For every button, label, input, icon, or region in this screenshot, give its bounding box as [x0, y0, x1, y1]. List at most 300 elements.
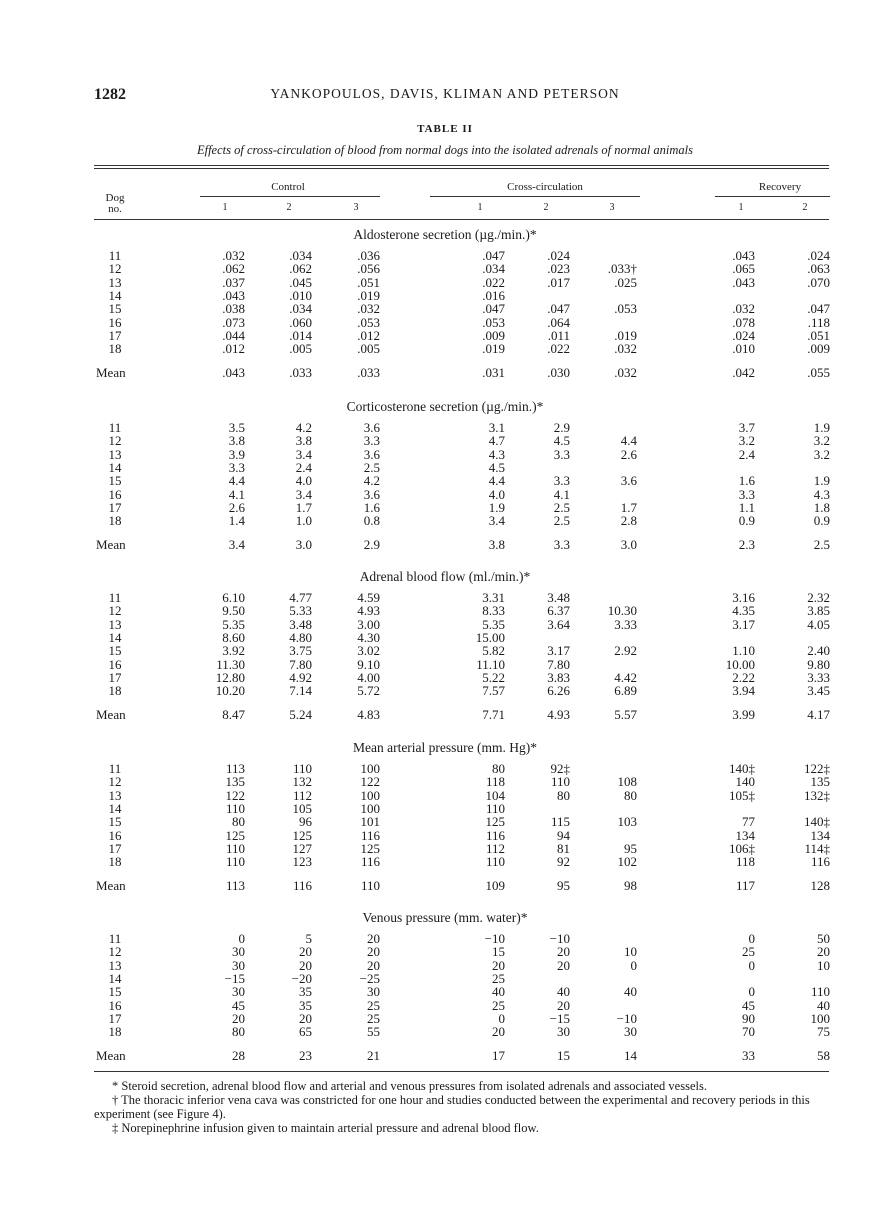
table-cell: .078	[732, 314, 755, 330]
dog-number: 17	[108, 327, 122, 343]
dog-number: 18	[108, 1024, 122, 1040]
table-cell: 0	[238, 931, 245, 946]
table-cell: 20	[492, 957, 505, 973]
table-cell: 1.7	[295, 499, 312, 515]
table-cell: 81	[557, 840, 570, 856]
table-cell: 8.33	[482, 603, 505, 619]
table-cell: 4.4	[228, 473, 245, 489]
table-cell: 4.42	[614, 669, 637, 685]
table-cell: 118	[735, 854, 755, 870]
table-cell: 110	[292, 761, 312, 776]
table-cell: 110	[225, 840, 245, 856]
table-cell: 15.00	[475, 629, 505, 645]
table-cell: 45	[232, 997, 245, 1013]
table-cell: 9.80	[807, 656, 830, 672]
table-cell: 4.7	[488, 433, 505, 449]
mean-cell: 113	[225, 878, 245, 894]
table-cell: 3.3	[553, 446, 570, 462]
dog-number: 18	[108, 341, 122, 357]
table-cell: 6.10	[222, 590, 245, 605]
table-cell: .011	[547, 327, 570, 343]
mean-label: Mean	[96, 537, 126, 553]
table-cell: 122‡	[804, 761, 830, 776]
table-cell: 30	[232, 957, 245, 973]
table-cell: 7.80	[289, 656, 312, 672]
subcolumn-header: 2	[802, 202, 808, 213]
table-cell: 1.7	[620, 499, 637, 515]
table-cell: .064	[547, 314, 570, 330]
table-cell: 3.2	[813, 446, 830, 462]
table-cell: 6.89	[614, 683, 637, 699]
table-cell: 132‡	[804, 787, 830, 803]
mean-cell: 28	[232, 1048, 245, 1064]
table-cell: 0	[748, 957, 755, 973]
table-cell: 65	[299, 1024, 312, 1040]
mean-cell: .033	[357, 365, 380, 381]
table-cell: 3.8	[295, 433, 312, 449]
table-cell: .060	[289, 314, 312, 330]
dog-number: 17	[108, 1010, 122, 1026]
table-cell: 112	[485, 840, 505, 856]
table-cell: 100	[360, 800, 380, 816]
table-cell: 30	[232, 984, 245, 1000]
table-cell: .019	[614, 327, 637, 343]
table-cell: 118	[485, 774, 505, 790]
table-cell: 125	[225, 827, 245, 843]
table-cell: 105‡	[729, 787, 755, 803]
table-cell: .045	[289, 274, 312, 290]
dog-number: 12	[108, 774, 122, 790]
group-recovery: Recovery	[758, 181, 802, 193]
table-cell: 134	[735, 827, 755, 843]
mean-cell: 8.47	[222, 707, 245, 723]
table-cell: .062	[222, 261, 245, 277]
table-cell: 4.77	[289, 590, 312, 605]
mean-cell: 4.93	[547, 707, 570, 723]
dog-number: 17	[108, 499, 122, 515]
table-cell: 90	[742, 1010, 755, 1026]
table-cell: 20	[492, 1024, 505, 1040]
table-cell: .047	[547, 301, 570, 317]
table-cell: 3.17	[732, 616, 755, 632]
dog-number: 11	[108, 761, 122, 776]
table-cell: 5.82	[482, 643, 505, 659]
table-cell: 4.0	[488, 486, 505, 502]
table-cell: .010	[289, 287, 312, 303]
table-cell: 35	[299, 984, 312, 1000]
subcolumn-header: 3	[353, 202, 359, 213]
mean-cell: 98	[624, 878, 637, 894]
table-cell: 140‡	[729, 761, 755, 776]
table-cell: 0	[498, 1010, 505, 1026]
table-cell: 10.30	[607, 603, 637, 619]
table-cell: 20	[299, 957, 312, 973]
table-cell: 1.10	[732, 643, 755, 659]
table-cell: 11.10	[476, 656, 505, 672]
dog-number: 11	[108, 590, 122, 605]
table-cell: .036	[357, 248, 380, 263]
table-cell: 25	[492, 970, 505, 986]
mean-cell: 17	[492, 1048, 505, 1064]
table-cell: 103	[617, 814, 637, 830]
running-head: YANKOPOULOS, DAVIS, KLIMAN AND PETERSON	[270, 86, 620, 101]
table-cell: −10	[549, 931, 570, 946]
table-cell: 3.16	[732, 590, 755, 605]
table-cell: 80	[232, 814, 245, 830]
table-cell: .034	[289, 301, 312, 317]
table-cell: 3.5	[228, 420, 245, 435]
table-cell: .032	[357, 301, 380, 317]
table-cell: 3.3	[363, 433, 380, 449]
table-cell: 3.1	[488, 420, 505, 435]
table-cell: .012	[222, 341, 245, 357]
dog-number: 15	[108, 814, 122, 830]
table-cell: 4.05	[807, 616, 830, 632]
table-cell: 100	[360, 761, 380, 776]
table-cell: 5.35	[482, 616, 505, 632]
table-cell: 3.64	[547, 616, 570, 632]
table-cell: 3.48	[289, 616, 312, 632]
table-cell: .047	[807, 301, 830, 317]
table-cell: 3.33	[614, 616, 637, 632]
table-caption: Effects of cross-circulation of blood from normal dogs into the isolated adrenals of normal animals	[196, 143, 694, 157]
table-cell: 106‡	[729, 840, 755, 856]
table-cell: 0.9	[813, 513, 830, 529]
table-cell: .070	[807, 274, 830, 290]
table-cell: .047	[482, 301, 505, 317]
mean-cell: .043	[222, 365, 245, 381]
table-cell: .024	[547, 248, 570, 263]
table-cell: 3.75	[289, 643, 312, 659]
table-cell: 132	[292, 774, 312, 790]
table-cell: 105	[292, 800, 312, 816]
section-title: Mean arterial pressure (mm. Hg)*	[352, 740, 538, 755]
section-title: Adrenal blood flow (ml./min.)*	[359, 569, 531, 584]
table-cell: 2.5	[363, 459, 380, 475]
table-cell: 116	[810, 854, 830, 870]
table-cell: 2.8	[620, 513, 637, 529]
mean-cell: 2.3	[738, 537, 755, 553]
mean-cell: 95	[557, 878, 570, 894]
table-cell: 70	[742, 1024, 755, 1040]
table-cell: 4.1	[553, 486, 570, 502]
table-cell: 30	[232, 944, 245, 960]
table-cell: .038	[222, 301, 245, 317]
table-cell: 140	[735, 774, 755, 790]
table-cell: .019	[482, 341, 505, 357]
table-cell: .022	[482, 274, 505, 290]
table-cell: 7.80	[547, 656, 570, 672]
dog-number: 14	[108, 800, 122, 816]
table-cell: 2.6	[228, 499, 245, 515]
table-top-rule	[94, 165, 829, 166]
table-cell: 10	[817, 957, 830, 973]
table-cell: .043	[222, 287, 245, 303]
dog-number: 12	[108, 433, 122, 449]
section-title: Corticosterone secretion (µg./min.)*	[346, 399, 544, 414]
table-cell: 80	[557, 787, 570, 803]
dog-number: 16	[108, 827, 122, 843]
mean-cell: 2.9	[363, 537, 380, 553]
dog-number: 17	[108, 840, 122, 856]
table-cell: .044	[222, 327, 245, 343]
table-cell: 3.7	[738, 420, 755, 435]
table-cell: 1.6	[738, 473, 755, 489]
dog-number: 15	[108, 643, 122, 659]
table-cell: 9.50	[222, 603, 245, 619]
table-cell: 3.3	[738, 486, 755, 502]
table-cell: 95	[624, 840, 637, 856]
table-cell: 4.59	[357, 590, 380, 605]
table-cell: 4.3	[488, 446, 505, 462]
table-cell: 104	[485, 787, 505, 803]
table-cell: 20	[367, 944, 380, 960]
table-cell: 96	[299, 814, 312, 830]
table-cell: .043	[732, 274, 755, 290]
subcolumn-header: 3	[609, 202, 615, 213]
table-cell: 0	[748, 984, 755, 1000]
cross-span-rule	[430, 196, 640, 197]
table-cell: .016	[482, 287, 505, 303]
section-title: Venous pressure (mm. water)*	[362, 910, 528, 925]
table-cell: 127	[292, 840, 312, 856]
table-cell: 2.4	[295, 459, 312, 475]
table-cell: 30	[367, 984, 380, 1000]
table-cell: 25	[492, 997, 505, 1013]
table-cell: 3.48	[547, 590, 570, 605]
table-cell: 3.4	[488, 513, 505, 529]
table-top-rule-2	[94, 168, 829, 169]
dog-number: 15	[108, 984, 122, 1000]
mean-cell: .042	[732, 365, 755, 381]
table-cell: 20	[817, 944, 830, 960]
table-cell: 3.45	[807, 683, 830, 699]
table-cell: 140‡	[804, 814, 830, 830]
table-cell: 3.2	[738, 433, 755, 449]
table-cell: 80	[624, 787, 637, 803]
mean-cell: 116	[292, 878, 312, 894]
table-cell: 10	[624, 944, 637, 960]
table-cell: .032	[614, 341, 637, 357]
table-cell: −10	[616, 1010, 637, 1026]
mean-cell: 21	[367, 1048, 380, 1064]
mean-cell: 58	[817, 1048, 830, 1064]
table-cell: 10.00	[725, 656, 755, 672]
table-cell: 3.3	[228, 459, 245, 475]
header-bottom-rule	[94, 219, 829, 220]
table-cell: 2.5	[553, 513, 570, 529]
table-cell: 20	[232, 1010, 245, 1026]
dog-number: 15	[108, 473, 122, 489]
table-cell: 116	[485, 827, 505, 843]
table-cell: 125	[292, 827, 312, 843]
dog-number: 15	[108, 301, 122, 317]
table-cell: 1.8	[813, 499, 830, 515]
table-cell: 122	[225, 787, 245, 803]
table-cell: 40	[624, 984, 637, 1000]
table-cell: .012	[357, 327, 380, 343]
table-cell: 11.30	[216, 656, 245, 672]
table-cell: −20	[291, 970, 312, 986]
mean-cell: 15	[557, 1048, 570, 1064]
mean-cell: 14	[624, 1048, 637, 1064]
table-cell: 4.93	[357, 603, 380, 619]
dog-number: 11	[108, 248, 122, 263]
table-cell: 2.32	[807, 590, 830, 605]
mean-label: Mean	[96, 1048, 126, 1064]
table-cell: .053	[614, 301, 637, 317]
table-cell: 135	[810, 774, 830, 790]
table-cell: .062	[289, 261, 312, 277]
control-span-rule	[200, 196, 380, 197]
mean-cell: 128	[810, 878, 830, 894]
header-no: no.	[108, 203, 122, 215]
mean-cell: 3.3	[553, 537, 570, 553]
table-cell: 40	[492, 984, 505, 1000]
mean-cell: 7.71	[482, 707, 505, 723]
table-cell: .056	[357, 261, 380, 277]
table-cell: 20	[367, 957, 380, 973]
table-cell: 2.40	[807, 643, 830, 659]
mean-label: Mean	[96, 365, 126, 381]
table-cell: 110	[225, 854, 245, 870]
table-cell: 80	[492, 761, 505, 776]
dog-number: 11	[108, 420, 122, 435]
dog-number: 12	[108, 944, 122, 960]
mean-cell: 5.24	[289, 707, 312, 723]
footnote-asterisk: * Steroid secretion, adrenal blood flow and arterial and venous pressures from isolated adrenals and associated vessels.	[112, 1079, 707, 1093]
table-cell: 20	[557, 944, 570, 960]
dog-number: 18	[108, 513, 122, 529]
table-cell: 5.35	[222, 616, 245, 632]
table-cell: 7.57	[482, 683, 505, 699]
table-cell: 3.6	[620, 473, 637, 489]
table-cell: 4.3	[813, 486, 830, 502]
dog-number: 14	[108, 287, 122, 303]
table-cell: .009	[807, 341, 830, 357]
subcolumn-header: 1	[738, 202, 744, 213]
table-cell: 5.72	[357, 683, 380, 699]
mean-cell: 5.57	[614, 707, 637, 723]
table-cell: .033†	[607, 261, 637, 277]
recovery-span-rule	[715, 196, 830, 197]
table-cell: 3.4	[295, 446, 312, 462]
table-cell: 25	[367, 997, 380, 1013]
table-cell: 4.1	[228, 486, 245, 502]
table-cell: 4.92	[289, 669, 312, 685]
table-cell: 1.0	[295, 513, 312, 529]
dog-number: 14	[108, 459, 122, 475]
table-cell: 77	[742, 814, 755, 830]
dog-number: 14	[108, 629, 122, 645]
table-cell: 4.0	[295, 473, 312, 489]
table-cell: 4.5	[553, 433, 570, 449]
table-cell: .014	[289, 327, 312, 343]
table-cell: 110	[225, 800, 245, 816]
table-cell: 0.8	[363, 513, 380, 529]
table-cell: .063	[807, 261, 830, 277]
mean-cell: 110	[360, 878, 380, 894]
table-cell: 25	[367, 1010, 380, 1026]
table-cell: 75	[817, 1024, 830, 1040]
mean-cell: 3.8	[488, 537, 505, 553]
table-cell: 134	[810, 827, 830, 843]
mean-label: Mean	[96, 878, 126, 894]
table-cell: 2.5	[553, 499, 570, 515]
table-cell: 1.9	[488, 499, 505, 515]
mean-cell: 23	[299, 1048, 312, 1064]
mean-cell: 33	[742, 1048, 755, 1064]
table-cell: 55	[367, 1024, 380, 1040]
table-cell: .053	[482, 314, 505, 330]
table-cell: 102	[617, 854, 637, 870]
table-cell: .023	[547, 261, 570, 277]
table-cell: .034	[289, 248, 312, 263]
group-cross-circulation: Cross-circulation	[507, 181, 583, 193]
mean-cell: 3.0	[295, 537, 312, 553]
dog-number: 12	[108, 603, 122, 619]
table-cell: 110	[550, 774, 570, 790]
table-cell: −25	[359, 970, 380, 986]
table-cell: 4.30	[357, 629, 380, 645]
mean-cell: 109	[485, 878, 505, 894]
table-cell: .005	[357, 341, 380, 357]
table-cell: .022	[547, 341, 570, 357]
table-cell: 110	[485, 800, 505, 816]
table-cell: 116	[360, 827, 380, 843]
table-cell: 4.2	[363, 473, 380, 489]
table-cell: 94	[557, 827, 570, 843]
dog-number: 16	[108, 486, 122, 502]
table-cell: 3.3	[553, 473, 570, 489]
table-cell: 6.37	[547, 603, 570, 619]
table-cell: 20	[299, 944, 312, 960]
table-cell: 4.4	[620, 433, 637, 449]
table-cell: 4.00	[357, 669, 380, 685]
mean-cell: 3.4	[228, 537, 245, 553]
page-number: 1282	[94, 86, 126, 103]
table-cell: 4.35	[732, 603, 755, 619]
table-cell: 3.94	[732, 683, 755, 699]
table-cell: .010	[732, 341, 755, 357]
table-cell: 116	[360, 854, 380, 870]
table-cell: 3.6	[363, 486, 380, 502]
table-cell: 4.4	[488, 473, 505, 489]
dog-number: 14	[108, 970, 122, 986]
table-cell: 122	[360, 774, 380, 790]
table-cell: 123	[292, 854, 312, 870]
table-cell: 108	[617, 774, 637, 790]
table-cell: 5	[305, 931, 312, 946]
mean-label: Mean	[96, 707, 126, 723]
table-cell: .017	[547, 274, 570, 290]
table-cell: 1.1	[738, 499, 755, 515]
table-cell: 35	[299, 997, 312, 1013]
table-cell: 5.22	[482, 669, 505, 685]
subcolumn-header: 2	[286, 202, 292, 213]
table-cell: 30	[624, 1024, 637, 1040]
table-cell: .009	[482, 327, 505, 343]
table-number: TABLE II	[417, 123, 473, 135]
dog-number: 18	[108, 854, 122, 870]
dog-number: 13	[108, 446, 122, 462]
mean-cell: 117	[735, 878, 755, 894]
table-cell: 92	[557, 854, 570, 870]
table-cell: 12.80	[215, 669, 245, 685]
dog-number: 17	[108, 669, 122, 685]
table-cell: 3.6	[363, 446, 380, 462]
table-cell: 4.80	[289, 629, 312, 645]
